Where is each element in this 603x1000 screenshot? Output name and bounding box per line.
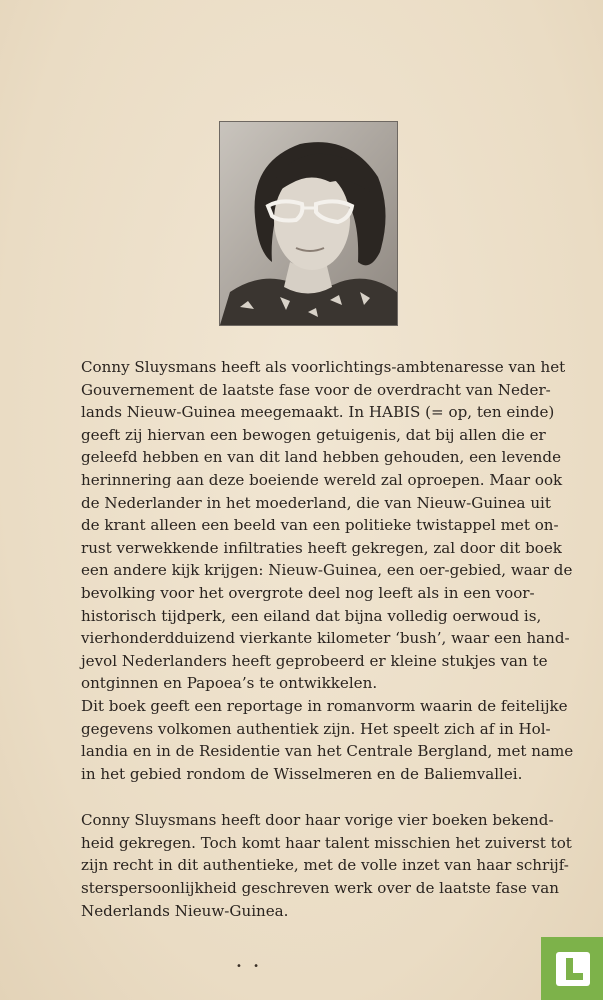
paragraph-gap	[81, 785, 511, 809]
blurb-line: herinnering aan deze boeiende wereld zal oproepen. Maar ook	[81, 470, 563, 489]
blurb-line: vierhonderdduizend vierkante kilometer ‘bush’, waar een hand-	[81, 629, 570, 648]
blurb-line: sterspersoonlijkheid geschreven werk over de laatste fase van	[81, 879, 559, 898]
blurb-line: Conny Sluysmans heeft door haar vorige vier boeken bekend-	[81, 811, 554, 830]
blurb-line: de krant alleen een beeld van een politieke twistappel met on-	[81, 516, 559, 535]
blurb-line: landia en in de Residentie van het Centrale Bergland, met name	[81, 742, 574, 761]
ornament-dots: • •	[236, 961, 263, 972]
blurb-line: Gouvernement de laatste fase voor de overdracht van Neder-	[81, 380, 551, 399]
blurb-line: Conny Sluysmans heeft als voorlichtings-ambtenaresse van het	[81, 358, 566, 376]
blurb-line: de Nederlander in het moederland, die van Nieuw-Guinea uit	[81, 493, 551, 512]
logo-l-mark-horizontal	[566, 973, 583, 980]
author-portrait-image	[220, 122, 397, 325]
back-cover-blurb	[81, 356, 574, 922]
blurb-line: gegevens volkomen authentiek zijn. Het speelt zich af in Hol-	[81, 719, 551, 738]
blurb-line: zijn recht in dit authentieke, met de volle inzet van haar schrijf-	[81, 856, 569, 875]
blurb-line: bevolking voor het overgrote deel nog leeft als in een voor-	[81, 583, 535, 602]
blurb-line: heid gekregen. Toch komt haar talent misschien het zuiverst tot	[81, 833, 572, 852]
blurb-line: geleefd hebben en van dit land hebben gehouden, een levende	[81, 448, 562, 467]
author-photo	[220, 122, 397, 325]
blurb-line: in het gebied rondom de Wisselmeren en de Baliemvallei.	[81, 764, 523, 783]
library-label-logo	[541, 937, 603, 1000]
blurb-line: rust verwekkende infiltraties heeft gekregen, zal door dit boek	[81, 538, 562, 557]
blurb-line: ontginnen en Papoea’s te ontwikkelen.	[81, 674, 378, 693]
blurb-line: Nederlands Nieuw-Guinea.	[81, 901, 289, 920]
logo-badge	[556, 952, 590, 986]
blurb-line: lands Nieuw-Guinea meegemaakt. In HABIS (= op, ten einde)	[81, 403, 555, 422]
blurb-line: Dit boek geeft een reportage in romanvorm waarin de feitelijke	[81, 696, 568, 715]
blurb-line: historisch tijdperk, een eiland dat bijna volledig oerwoud is,	[81, 606, 542, 625]
blurb-line: geeft zij hiervan een bewogen getuigenis, dat bij allen die er	[81, 425, 546, 444]
blurb-line: jevol Nederlanders heeft geprobeerd er kleine stukjes van te	[81, 651, 548, 670]
blurb-line: een andere kijk krijgen: Nieuw-Guinea, een oer-gebied, waar de	[81, 561, 573, 580]
